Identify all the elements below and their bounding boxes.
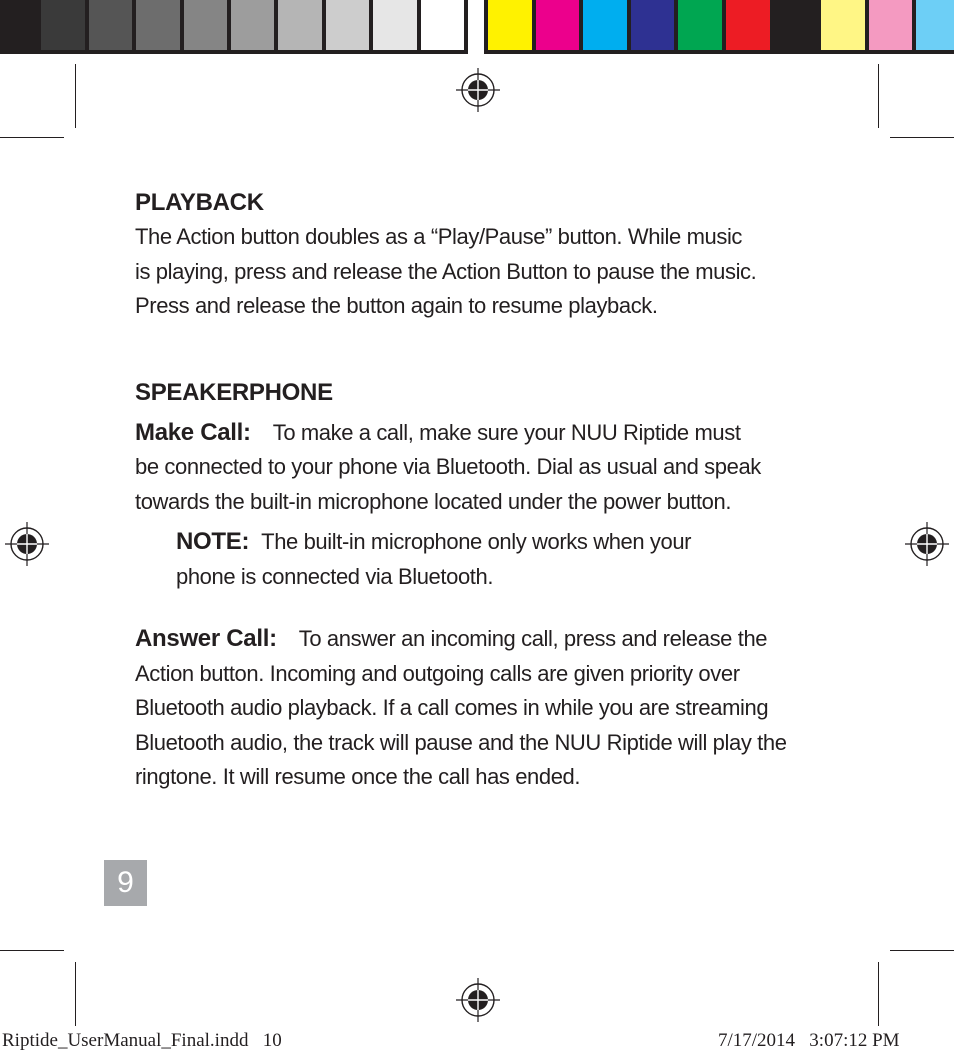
color-swatch (583, 0, 627, 50)
crop-mark (75, 962, 76, 1026)
text-line: To make a call, make sure your NUU Riptide must (272, 419, 741, 445)
registration-mark-icon (5, 522, 49, 566)
text-line: Bluetooth audio, the track will pause and the NUU Riptide will play the (135, 729, 787, 755)
crop-mark (0, 137, 64, 138)
slug-file-name: Riptide_UserManual_Final.indd 10 (2, 1030, 282, 1051)
crop-mark (878, 962, 879, 1026)
text-line: is playing, press and release the Action Button to pause the music. (135, 258, 757, 284)
note-paragraph (176, 525, 736, 594)
manual-page-content (135, 186, 815, 795)
crop-mark (0, 950, 64, 951)
playback-paragraph (135, 220, 815, 324)
color-swatch (536, 0, 580, 50)
color-swatch (89, 0, 132, 50)
color-swatch (488, 0, 532, 50)
color-swatch (678, 0, 722, 50)
make-call-paragraph (135, 416, 815, 520)
text-line: be connected to your phone via Bluetooth. Dial as usual and speak (135, 454, 761, 479)
color-swatch (916, 0, 954, 50)
color-swatch (821, 0, 865, 50)
color-swatch (231, 0, 274, 50)
registration-mark-icon (456, 978, 500, 1022)
text-line: Bluetooth audio playback. If a call comes in while you are streaming (135, 695, 769, 720)
playback-heading: PLAYBACK (135, 189, 264, 216)
crop-mark (890, 950, 954, 951)
color-swatch (631, 0, 675, 50)
text-line: The built-in microphone only works when your (261, 529, 692, 554)
page-number-badge: 9 (104, 860, 147, 906)
text-line: Action button. Incoming and outgoing calls are given priority over (135, 660, 740, 686)
registration-mark-icon (905, 522, 949, 566)
color-swatch (373, 0, 416, 50)
color-swatch (136, 0, 179, 50)
color-swatch (0, 0, 37, 50)
answer-call-label: Answer Call: (135, 625, 277, 652)
color-swatch (726, 0, 770, 50)
text-line: phone is connected via Bluetooth. (176, 563, 494, 589)
speakerphone-heading: SPEAKERPHONE (135, 378, 333, 406)
color-swatch (869, 0, 913, 50)
slug-timestamp: 7/17/2014 3:07:12 PM (718, 1030, 900, 1051)
process-color-bar (484, 0, 954, 54)
text-line: Press and release the button again to resume playback. (135, 293, 658, 318)
crop-mark (75, 64, 76, 128)
color-swatch (278, 0, 321, 50)
color-swatch (184, 0, 227, 50)
crop-mark (890, 137, 954, 138)
note-label: NOTE: (176, 528, 250, 555)
color-swatch (774, 0, 818, 50)
text-line: ringtone. It will resume once the call has ended. (135, 764, 581, 789)
text-line: towards the built-in microphone located under the power button. (135, 488, 732, 514)
text-line: To answer an incoming call, press and release the (298, 626, 768, 651)
registration-mark-icon (456, 68, 500, 112)
text-line: The Action button doubles as a “Play/Pause” button. While music (135, 224, 743, 249)
grayscale-color-bar (0, 0, 468, 54)
answer-call-paragraph (135, 622, 815, 795)
color-swatch (326, 0, 369, 50)
color-swatch (41, 0, 84, 50)
color-swatch (421, 0, 464, 50)
crop-mark (878, 64, 879, 128)
make-call-label: Make Call: (135, 418, 251, 446)
